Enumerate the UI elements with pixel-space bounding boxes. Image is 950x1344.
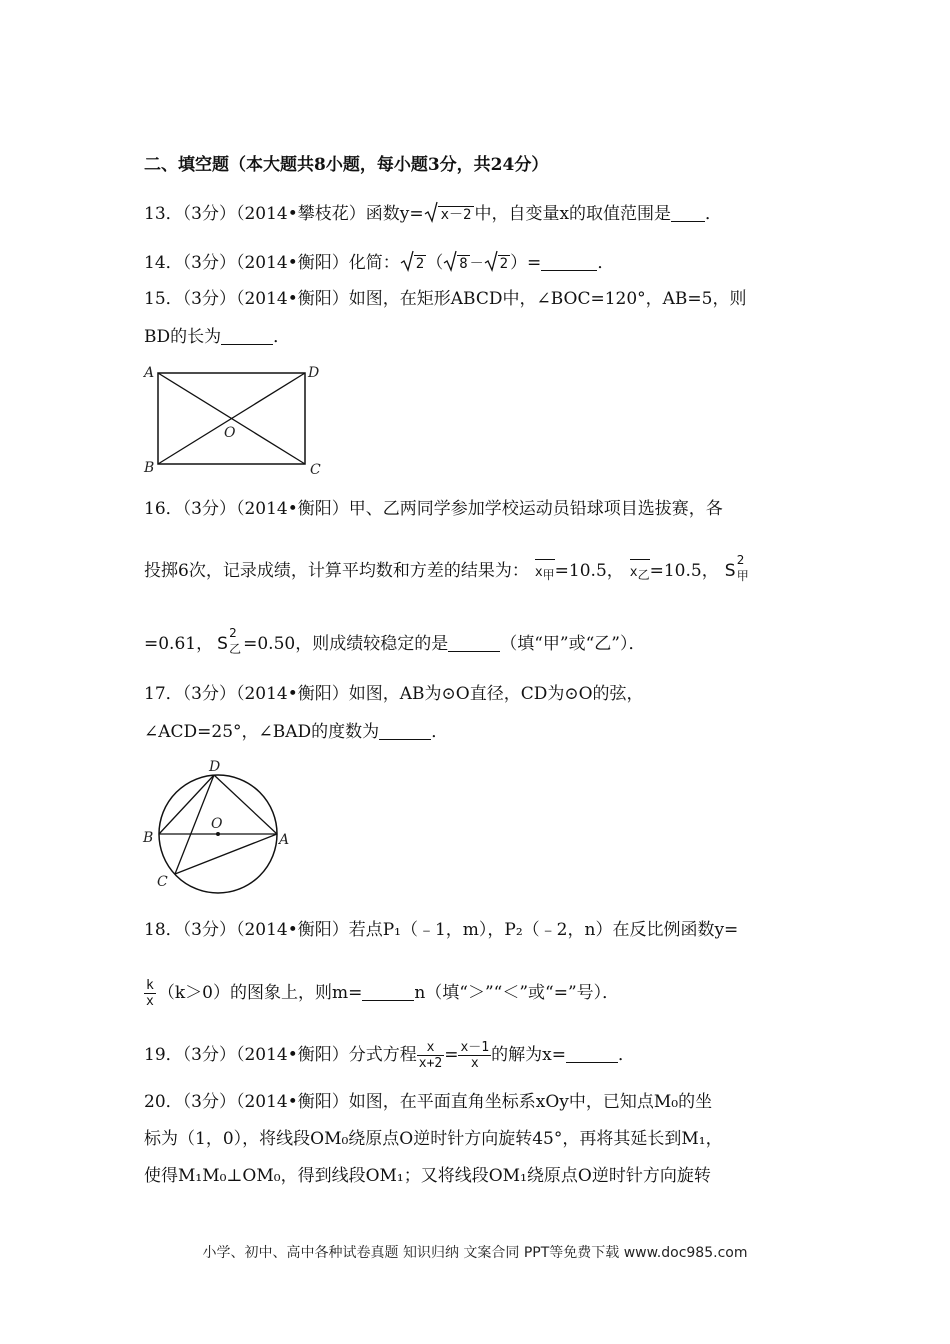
question-15-line2 bbox=[144, 325, 290, 349]
s-var: S bbox=[724, 561, 736, 581]
answer-blank bbox=[379, 722, 431, 740]
mean-bar-jia bbox=[535, 559, 555, 587]
question-20-line1: 20．（3分）（2014•衡阳）如图，在平面直角坐标系xOy中，已知点M₀的坐 bbox=[144, 1092, 713, 1112]
q17-end: ． bbox=[431, 722, 449, 742]
mean-jia bbox=[535, 561, 555, 581]
q18-line2-end: n（填“＞”“＜”或“=”号）． bbox=[414, 983, 620, 1003]
q15-end: ． bbox=[273, 327, 291, 347]
section-title: 二、填空题（本大题共8小题，每小题3分，共24分） bbox=[144, 155, 549, 175]
question-14 bbox=[144, 250, 614, 279]
sub-yi: 乙 bbox=[229, 642, 242, 656]
x-var: x bbox=[534, 565, 543, 580]
frac-numerator: k bbox=[146, 978, 154, 993]
variance-jia bbox=[724, 553, 751, 583]
q19-prefix: 19．（3分）（2014•衡阳）分式方程 bbox=[144, 1045, 417, 1065]
mean-bar-yi bbox=[630, 559, 650, 587]
q14-rad1: 2 bbox=[415, 256, 425, 272]
frac-denominator: x+2 bbox=[418, 1056, 443, 1071]
s-var: S bbox=[217, 634, 228, 654]
question-16-line1: 16．（3分）（2014•衡阳）甲、乙两同学参加学校运动员铅球项目选拔赛，各 bbox=[144, 499, 723, 519]
sqrt-symbol bbox=[443, 250, 457, 279]
page-footer: 小学、初中、高中各种试卷真题 知识归纳 文案合同 PPT等免费下载 www.doc985.com bbox=[202, 1245, 748, 1261]
variance-yi bbox=[217, 626, 243, 656]
question-17-line2 bbox=[144, 720, 448, 744]
label-d: D bbox=[209, 759, 221, 775]
q14-end: ． bbox=[597, 253, 615, 273]
question-15-line1: 15．（3分）（2014•衡阳）如图，在矩形ABCD中，∠BOC=120°，AB=5，则 bbox=[144, 289, 747, 309]
q19-equals: = bbox=[444, 1045, 459, 1065]
q16-val3: =0.50，则成绩较稳定的是 bbox=[243, 634, 449, 654]
frac-numerator: x－1 bbox=[460, 1040, 490, 1055]
chord-dc bbox=[175, 775, 214, 874]
q13-suffix: 中，自变量x的取值范围是 bbox=[474, 204, 672, 224]
q14-close: ）= bbox=[510, 253, 542, 273]
circle-figure bbox=[138, 756, 298, 901]
question-17-line1: 17．（3分）（2014•衡阳）如图，AB为⊙O直径，CD为⊙O的弦， bbox=[144, 684, 644, 704]
fraction-k-over-x bbox=[144, 978, 156, 1009]
question-16-line3 bbox=[144, 626, 646, 656]
q16-val1: =10.5， bbox=[554, 561, 624, 581]
rectangle-figure bbox=[140, 362, 340, 480]
q14-prefix: 14．（3分）（2014•衡阳）化简： bbox=[144, 253, 400, 273]
label-c: C bbox=[310, 462, 321, 478]
question-20-line3: 使得M₁M₀⊥OM₀，得到线段OM₁；又将线段OM₁绕原点O逆时针方向旋转 bbox=[144, 1166, 711, 1186]
label-d: D bbox=[308, 365, 320, 381]
sqrt-symbol bbox=[484, 250, 498, 279]
fraction-right bbox=[458, 1040, 491, 1071]
q18-line2-mid: （k＞0）的图象上，则m= bbox=[157, 983, 363, 1003]
question-13 bbox=[144, 201, 722, 230]
q16-val2: =10.5， bbox=[649, 561, 719, 581]
q14-rad2: 8 bbox=[459, 256, 468, 272]
q14-rad3: 2 bbox=[499, 256, 509, 272]
frac-denominator: x bbox=[146, 994, 154, 1009]
center-point bbox=[216, 832, 220, 836]
q15-line2-prefix: BD的长为 bbox=[144, 327, 222, 347]
answer-blank bbox=[448, 634, 500, 652]
answer-blank bbox=[221, 327, 273, 345]
label-a: A bbox=[144, 365, 155, 381]
q19-suffix: 的解为x= bbox=[491, 1045, 566, 1065]
question-16-line2 bbox=[144, 553, 751, 587]
q17-line2-prefix: ∠ACD=25°，∠BAD的度数为 bbox=[144, 722, 380, 742]
sup-two: 2 bbox=[229, 626, 237, 640]
q14-open: （ bbox=[426, 253, 444, 273]
label-a: A bbox=[279, 832, 290, 848]
frac-denominator: x bbox=[470, 1056, 479, 1071]
chord-da bbox=[214, 775, 277, 834]
sub-jia: 甲 bbox=[736, 569, 749, 583]
sqrt-symbol bbox=[400, 250, 414, 279]
sub-jia: 甲 bbox=[542, 568, 555, 582]
chord-ca bbox=[175, 834, 277, 874]
mean-yi bbox=[630, 561, 650, 581]
q14-minus: － bbox=[469, 256, 484, 272]
q16-line2-prefix: 投掷6次，记录成绩，计算平均数和方差的结果为： bbox=[144, 561, 529, 581]
label-o: O bbox=[224, 425, 236, 441]
answer-blank bbox=[671, 204, 705, 222]
q13-radicand: x－2 bbox=[438, 206, 475, 223]
fraction-left bbox=[417, 1040, 444, 1071]
label-b: B bbox=[143, 830, 154, 846]
label-o: O bbox=[211, 816, 223, 832]
sup-two: 2 bbox=[736, 553, 745, 567]
q13-prefix: 13．（3分）（2014•攀枝花）函数y= bbox=[144, 204, 424, 224]
x-var: x bbox=[629, 565, 638, 580]
question-18-line1: 18．（3分）（2014•衡阳）若点P₁（﹣1，m），P₂（﹣2，n）在反比例函数y= bbox=[144, 920, 739, 940]
q16-line3-start: =0.61， bbox=[144, 634, 214, 654]
q16-line3-end: （填“甲”或“乙”）． bbox=[500, 634, 646, 654]
label-c: C bbox=[157, 874, 168, 890]
question-18-line2 bbox=[144, 978, 619, 1009]
q13-end: ． bbox=[705, 204, 723, 224]
answer-blank bbox=[566, 1045, 618, 1063]
sub-yi: 乙 bbox=[637, 568, 650, 582]
frac-numerator: x bbox=[417, 1040, 444, 1056]
question-19 bbox=[144, 1040, 635, 1071]
question-20-line2: 标为（1，0），将线段OM₀绕原点O逆时针方向旋转45°，再将其延长到M₁， bbox=[144, 1129, 723, 1149]
answer-blank bbox=[362, 983, 414, 1001]
answer-blank bbox=[541, 253, 597, 271]
label-b: B bbox=[144, 460, 155, 476]
sqrt-symbol bbox=[424, 201, 438, 230]
q19-end: ． bbox=[617, 1045, 635, 1065]
